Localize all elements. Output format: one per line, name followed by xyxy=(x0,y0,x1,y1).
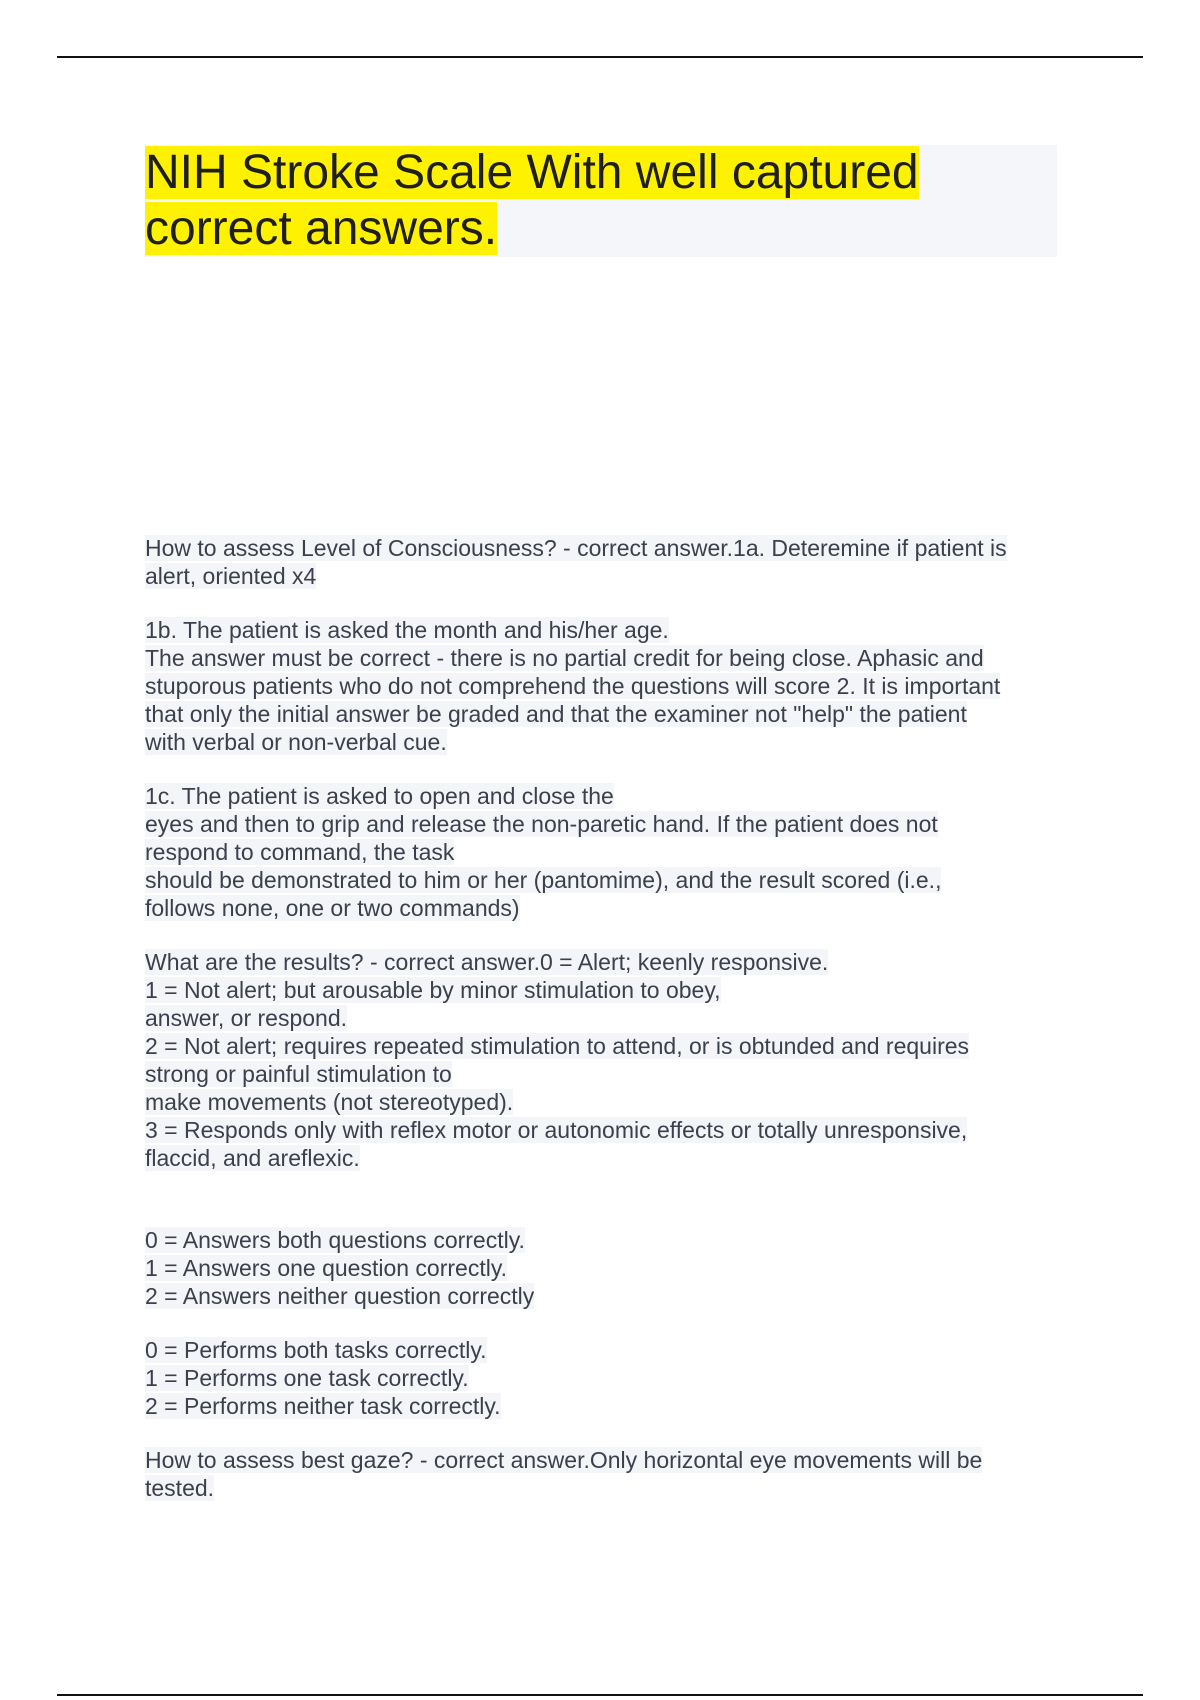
text-line: flaccid, and areflexic. xyxy=(145,1145,360,1171)
text-line: follows none, one or two commands) xyxy=(145,895,520,921)
text-line: The answer must be correct - there is no partial credit for being close. Aphasic and xyxy=(145,645,984,671)
text-line: 0 = Answers both questions correctly. xyxy=(145,1227,525,1253)
text-line: 1 = Not alert; but arousable by minor stimulation to obey, xyxy=(145,977,721,1003)
text-line: eyes and then to grip and release the non-paretic hand. If the patient does not xyxy=(145,811,938,837)
document-body xyxy=(145,534,1065,1528)
text-line: 2 = Not alert; requires repeated stimulation to attend, or is obtunded and requires xyxy=(145,1033,970,1059)
paragraph-1b xyxy=(145,616,1065,756)
text-line: 1c. The patient is asked to open and close the xyxy=(145,783,614,809)
text-line: should be demonstrated to him or her (pantomime), and the result scored (i.e., xyxy=(145,867,942,893)
top-divider xyxy=(57,56,1143,58)
text-line: with verbal or non-verbal cue. xyxy=(145,729,447,755)
scoring-tasks xyxy=(145,1336,1065,1420)
text-line: 2 = Performs neither task correctly. xyxy=(145,1393,501,1419)
scoring-questions xyxy=(145,1226,1065,1310)
text-line: How to assess Level of Consciousness? - correct answer.1a. Deteremine if patient is xyxy=(145,535,1007,561)
text-line: make movements (not stereotyped). xyxy=(145,1089,514,1115)
text-line: How to assess best gaze? - correct answer.Only horizontal eye movements will be xyxy=(145,1447,983,1473)
qa-results xyxy=(145,948,1065,1172)
text-line: 1b. The patient is asked the month and his/her age. xyxy=(145,617,669,643)
text-line: 3 = Responds only with reflex motor or autonomic effects or totally unresponsive, xyxy=(145,1117,968,1143)
text-line: 2 = Answers neither question correctly xyxy=(145,1283,535,1309)
text-line: respond to command, the task xyxy=(145,839,455,865)
document-title xyxy=(145,145,1005,257)
text-line: 1 = Performs one task correctly. xyxy=(145,1365,469,1391)
qa-best-gaze xyxy=(145,1446,1065,1502)
qa-level-of-consciousness xyxy=(145,534,1065,590)
text-line: answer, or respond. xyxy=(145,1005,348,1031)
text-line: tested. xyxy=(145,1475,215,1501)
text-line: What are the results? - correct answer.0 = Alert; keenly responsive. xyxy=(145,949,829,975)
text-line: 0 = Performs both tasks correctly. xyxy=(145,1337,487,1363)
bottom-divider xyxy=(57,1694,1143,1696)
text-line: strong or painful stimulation to xyxy=(145,1061,452,1087)
text-line: stuporous patients who do not comprehend the questions will score 2. It is important xyxy=(145,673,1001,699)
title-line-2: correct answers. xyxy=(145,202,498,255)
text-line: 1 = Answers one question correctly. xyxy=(145,1255,508,1281)
paragraph-1c xyxy=(145,782,1065,922)
text-line: alert, oriented x4 xyxy=(145,563,317,589)
text-line: that only the initial answer be graded and that the examiner not "help" the patient xyxy=(145,701,967,727)
title-line-1: NIH Stroke Scale With well captured xyxy=(145,146,919,199)
